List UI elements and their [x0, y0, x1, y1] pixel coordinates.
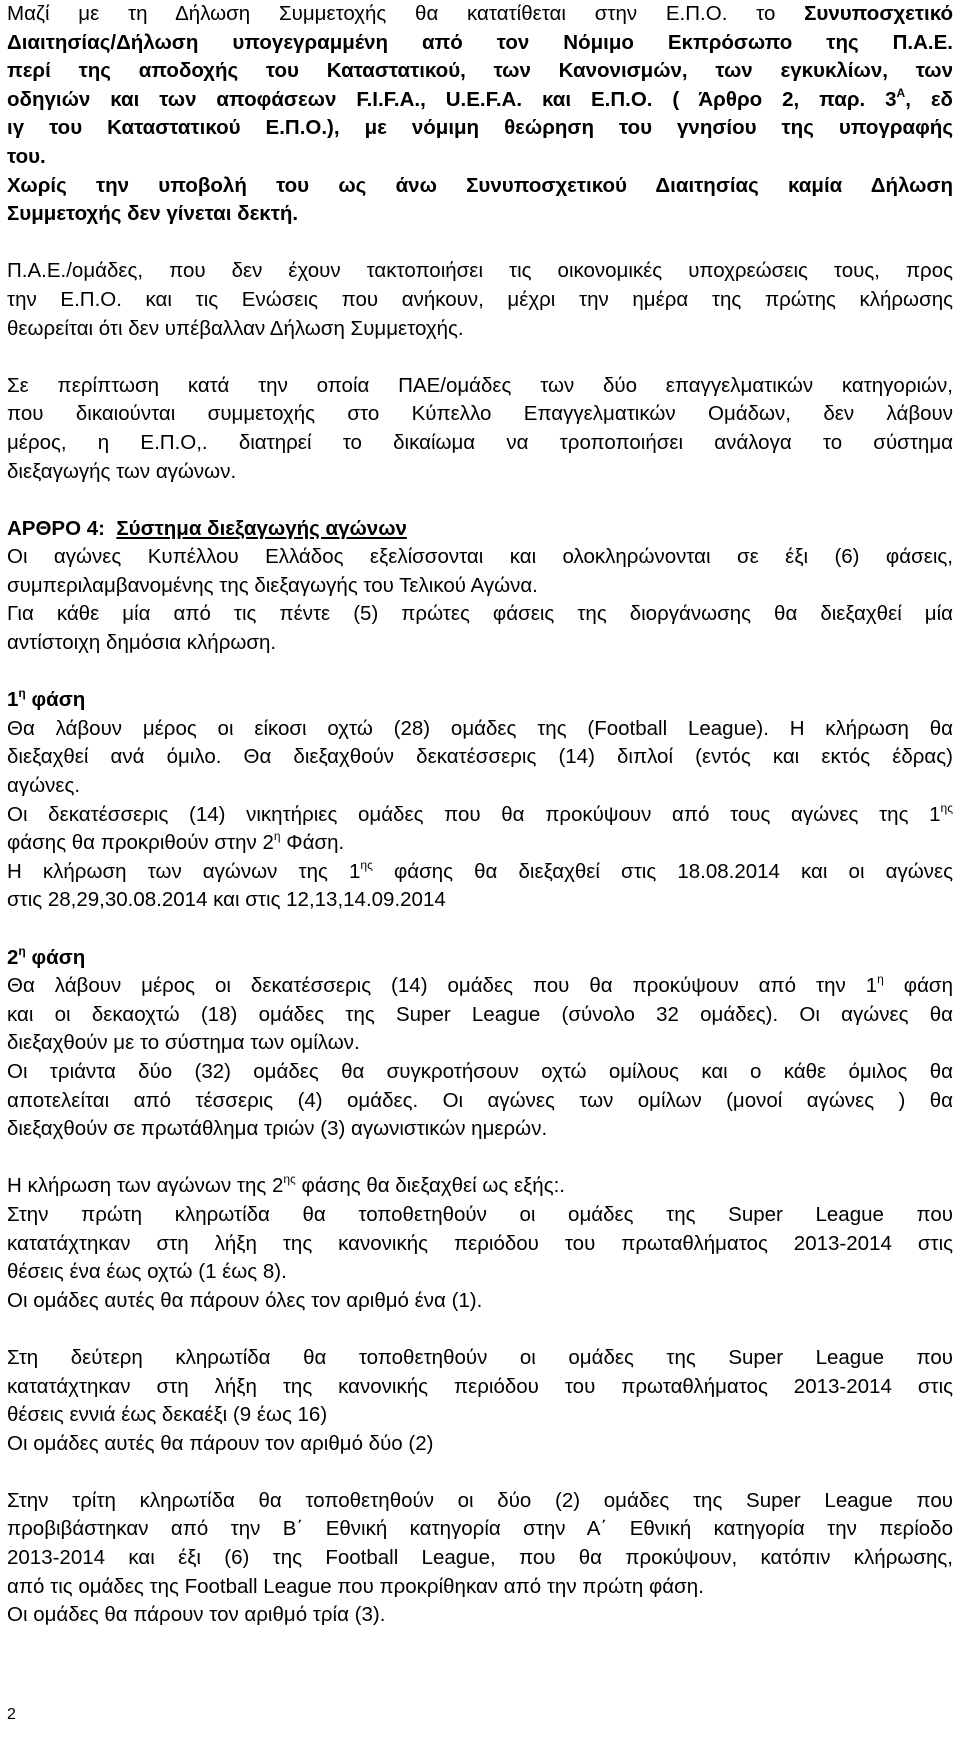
text-line: Στη δεύτερη κληρωτίδα θα τοποθετηθούν οι ομάδες της Super League που: [7, 1345, 953, 1369]
superscript: Α: [896, 85, 906, 100]
text-line: [7, 858, 953, 887]
text: Η κλήρωση των αγώνων της 2: [7, 1174, 284, 1198]
text-line: αποτελείται από τέσσερις (4) ομάδες. Οι αγώνες των ομίλων (μονοί αγώνες ) θα: [7, 1088, 953, 1112]
text-line: Σε περίπτωση κατά την οποία ΠΑΕ/ομάδες των δύο επαγγελματικών κατηγοριών,: [7, 373, 953, 397]
text-line: την Ε.Π.Ο. και τις Ενώσεις που ανήκουν, μέχρι την ημέρα της πρώτης κλήρωσης: [7, 287, 953, 311]
text: , εδ: [905, 87, 953, 111]
text: φάσης θα διεξαχθεί ως εξής:.: [295, 1174, 565, 1198]
superscript: η: [273, 829, 281, 844]
phase-number: 1: [7, 688, 19, 712]
text-line: διεξαγωγής των αγώνων.: [7, 459, 237, 483]
text-line: που δικαιούνται συμμετοχής στο Κύπελλο Επαγγελματικών Ομάδων, δεν λάβουν: [7, 402, 953, 426]
text-line: θέσεις ένα έως οχτώ (1 έως 8).: [7, 1260, 287, 1284]
text: φάσης θα διεξαχθεί στις 18.08.2014 και οι αγώνες: [372, 859, 953, 883]
text-line: Στην πρώτη κληρωτίδα θα τοποθετηθούν οι ομάδες της Super League που: [7, 1202, 953, 1226]
article-heading: [7, 515, 953, 544]
superscript: ης: [283, 1172, 296, 1187]
text-line: διεξαχθεί ανά όμιλο. Θα διεξαχθούν δεκατέσσερις (14) διπλοί (εντός και εκτός έδρας): [7, 745, 953, 769]
phase-word: φάση: [25, 945, 86, 969]
article-title: Σύστημα διεξαγωγής αγώνων: [116, 516, 407, 540]
text-line: Οι τριάντα δύο (32) ομάδες θα συγκροτήσουν οχτώ ομίλους και ο κάθε όμιλος θα: [7, 1059, 953, 1083]
text: οδηγιών και των αποφάσεων F.I.F.A., U.E.F.A. και Ε.Π.Ο. ( Άρθρο 2, παρ. 3: [7, 87, 897, 111]
text-line: Διαιτησίας/Δήλωση υπογεγραμμένη από τον Νόμιμο Εκπρόσωπο της Π.Α.Ε.: [7, 30, 953, 54]
text: Η κλήρωση των αγώνων της 1: [7, 859, 361, 883]
text: Οι δεκατέσσερις (14) νικητήριες ομάδες που θα προκύψουν από τους αγώνες της 1: [7, 802, 941, 826]
text-line: Στην τρίτη κληρωτίδα θα τοποθετηθούν οι δύο (2) ομάδες της Super League που: [7, 1488, 953, 1512]
text: φάση: [883, 974, 953, 998]
superscript: ης: [940, 800, 953, 815]
text-line: ιγ του Καταστατικού Ε.Π.Ο.), με νόμιμη θεώρηση του γνησίου της υπογραφής: [7, 116, 953, 140]
text-line: προβιβάστηκαν από την Β΄ Εθνική κατηγορία στην Α΄ Εθνική κατηγορία την περίοδο: [7, 1517, 953, 1541]
text-line: Οι ομάδες αυτές θα πάρουν τον αριθμό δύο (2): [7, 1431, 434, 1455]
text-line: κατατάχτηκαν στη λήξη της κανονικής περιόδου του πρωταθλήματος 2013-2014 στις: [7, 1374, 953, 1398]
text-line: θέσεις εννιά έως δεκαέξι (9 έως 16): [7, 1403, 328, 1427]
superscript: ης: [360, 857, 373, 872]
text: Θα λάβουν μέρος οι δεκατέσσερις (14) ομάδες που θα προκύψουν από την 1: [7, 974, 878, 998]
text-line: Χωρίς την υποβολή του ως άνω Συνυποσχετικού Διαιτησίας καμία Δήλωση: [7, 173, 953, 197]
text-line: 2013-2014 και έξι (6) της Football League, που θα προκύψουν, κατόπιν κλήρωσης,: [7, 1546, 953, 1570]
text-line: [7, 972, 953, 1001]
text-line: κατατάχτηκαν στη λήξη της κανονικής περιόδου του πρωταθλήματος 2013-2014 στις: [7, 1231, 953, 1255]
text-line: περί της αποδοχής του Καταστατικού, των Κανονισμών, των εγκυκλίων, των: [7, 59, 953, 83]
superscript: η: [18, 943, 26, 958]
text-line: Συμμετοχής δεν γίνεται δεκτή.: [7, 202, 299, 226]
text-line: [7, 0, 953, 29]
text-line: αγώνες.: [7, 774, 81, 798]
text-line: θεωρείται ότι δεν υπέβαλλαν Δήλωση Συμμετοχής.: [7, 316, 464, 340]
text-line: [7, 1172, 953, 1201]
text: Φάση.: [280, 831, 345, 855]
text-line: και οι δεκαοχτώ (18) ομάδες της Super League (σύνολο 32 ομάδες). Οι αγώνες θα: [7, 1002, 953, 1026]
text-line: [7, 86, 953, 115]
text-line: από τις ομάδες της Football League που προκρίθηκαν από την πρώτη φάση.: [7, 1574, 704, 1598]
text-line: [7, 829, 953, 858]
text: φάσης θα προκριθούν στην 2: [7, 831, 274, 855]
text-line: διεξαχθούν με το σύστημα των ομίλων.: [7, 1031, 360, 1055]
article-label: ΑΡΘΡΟ 4:: [7, 516, 105, 540]
phase-1-heading: [7, 686, 953, 715]
page-number: 2: [7, 1706, 16, 1723]
text-line: στις 28,29,30.08.2014 και στις 12,13,14.09.2014: [7, 888, 446, 912]
text-line: συμπεριλαμβανομένης της διεξαγωγής του Τελικού Αγώνα.: [7, 573, 538, 597]
phase-number: 2: [7, 945, 19, 969]
text-line: του.: [7, 144, 46, 168]
text-line: Για κάθε μία από τις πέντε (5) πρώτες φάσεις της διοργάνωσης θα διεξαχθεί μία: [7, 602, 953, 626]
text-line: μέρος, η Ε.Π.Ο,. διατηρεί το δικαίωμα να τροποποιήσει ανάλογα το σύστημα: [7, 430, 953, 454]
phase-2-heading: [7, 944, 953, 973]
text-line: Π.Α.Ε./ομάδες, που δεν έχουν τακτοποιήσει τις οικονομικές υποχρεώσεις τους, προς: [7, 259, 953, 283]
bold-text: Συνυποσχετικό: [804, 2, 953, 25]
text-line: [7, 801, 953, 830]
document-body: [7, 0, 953, 1630]
phase-word: φάση: [25, 688, 86, 712]
text-line: Οι αγώνες Κυπέλλου Ελλάδος εξελίσσονται και ολοκληρώνονται σε έξι (6) φάσεις,: [7, 545, 953, 569]
text-line: Οι ομάδες αυτές θα πάρουν όλες τον αριθμό ένα (1).: [7, 1288, 483, 1312]
text: Μαζί με τη Δήλωση Συμμετοχής θα κατατίθεται στην Ε.Π.Ο. το: [7, 2, 805, 25]
text-line: διεξαχθούν σε πρωτάθλημα τριών (3) αγωνιστικών ημερών.: [7, 1117, 548, 1141]
text-line: Θα λάβουν μέρος οι είκοσι οχτώ (28) ομάδες της (Football League). Η κλήρωση θα: [7, 716, 953, 740]
text-line: Οι ομάδες θα πάρουν τον αριθμό τρία (3).: [7, 1603, 386, 1627]
superscript: η: [18, 686, 26, 701]
superscript: η: [877, 972, 884, 987]
text-line: αντίστοιχη δημόσια κλήρωση.: [7, 631, 277, 655]
